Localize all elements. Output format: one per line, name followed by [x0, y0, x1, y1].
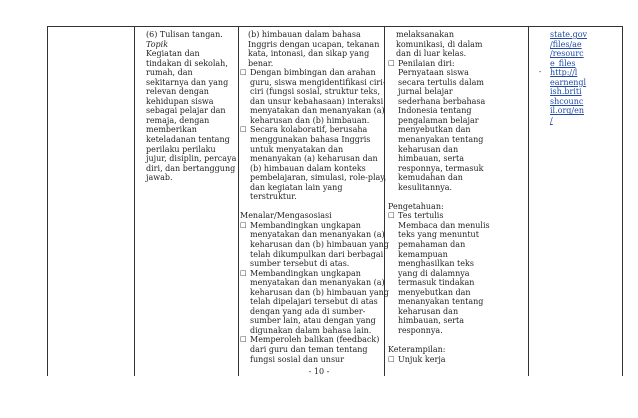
column-divider — [238, 26, 239, 376]
activity-line: keharusan dan (b) himbauan yang — [250, 287, 389, 297]
assessment-line: melaksanakan — [396, 30, 455, 39]
link-text[interactable]: earnengl — [550, 77, 587, 87]
bullet-icon: □ — [240, 125, 247, 134]
activity-line: Memperoleh balikan (feedback) — [250, 335, 380, 345]
assessment-line: himbauan, serta — [398, 154, 464, 164]
assessment-line: menghasilkan teks — [398, 259, 474, 269]
bullet-icon: □ — [240, 335, 247, 344]
assessment-label: Tes tertulis — [398, 211, 444, 221]
activity-line: terstruktur. — [250, 192, 297, 202]
activity-line: pembelajaran, simulasi, role-play, — [250, 173, 387, 183]
activity-line: menyatakan dan menanyakan (a) — [250, 278, 385, 288]
link-text[interactable]: /files/ae — [550, 39, 582, 49]
link-text[interactable]: shcounc — [550, 96, 584, 106]
assessment-line: jurnal belajar — [398, 87, 453, 97]
bullet-icon: □ — [388, 58, 395, 67]
link-text[interactable]: ish.briti — [550, 87, 582, 97]
assessment-line: Pernyataan siswa — [398, 68, 469, 78]
activity-line: menyatakan dan menanyakan (a) — [250, 106, 385, 116]
resource-link[interactable] — [539, 68, 587, 125]
activity-line: dari guru dan teman tentang — [250, 345, 368, 354]
topic-line: rumah, dan — [146, 68, 193, 78]
activity-line: digunakan dalam bahasa lain. — [250, 325, 372, 335]
assessment-line: kemampuan — [398, 249, 448, 259]
link-text[interactable]: il.org/en — [550, 106, 585, 116]
list-item — [388, 59, 490, 193]
list-item — [240, 269, 389, 336]
column-divider — [134, 26, 135, 376]
dash-marker: - — [539, 68, 542, 77]
activity-line: guru, siswa mengidentifikasi ciri- — [250, 77, 386, 87]
bullet-icon: □ — [240, 68, 247, 77]
column-divider — [528, 26, 529, 376]
assessment-line: himbauan, serta — [398, 316, 464, 326]
activity-line: Membandingkan ungkapan — [250, 220, 361, 230]
assessment-line: keharusan dan — [398, 306, 459, 316]
list-item — [240, 221, 389, 269]
assessment-line: komunikasi, di dalam — [396, 39, 483, 49]
learning-resources-column — [539, 30, 587, 125]
assessment-line: menanyakan tentang — [398, 297, 484, 307]
activity-line: kata, intonasi, dan sikap yang — [248, 49, 370, 59]
topic-line: Kegiatan dan — [146, 49, 200, 59]
assessment-line: pemahaman dan — [398, 239, 466, 249]
learning-material-column — [146, 30, 236, 183]
topic-line: jawab. — [146, 173, 173, 183]
assessment-line: yang di dalamnya — [398, 268, 470, 278]
activity-line: Dengan bimbingan dan arahan — [250, 68, 376, 78]
learning-activity-column — [240, 30, 389, 364]
assessment-line: kemudahan dan — [398, 173, 463, 183]
topic-line: memberikan — [146, 125, 197, 135]
activity-line: telah dipelajari tersebut di atas — [250, 297, 378, 307]
activity-line: Inggris dengan ucapan, tekanan — [248, 39, 380, 49]
activity-line: menyatakan dan menanyakan (a) — [250, 230, 385, 240]
topic-line: perilaku perilaku — [146, 144, 216, 154]
resource-link[interactable] — [539, 30, 587, 68]
list-item — [388, 211, 490, 335]
bullet-icon: □ — [240, 220, 247, 229]
activity-line: keharusan dan (b) himbauan yang — [250, 239, 389, 249]
bullet-icon: □ — [388, 211, 395, 220]
assessment-line: menyebutkan dan — [398, 287, 471, 297]
list-item — [240, 68, 389, 125]
topic-line: jujur, disiplin, percaya — [146, 154, 237, 164]
assessment-line: responnya. — [398, 325, 443, 335]
activity-line: fungsi sosial dan unsur — [250, 354, 345, 364]
assessment-line: sederhana berbahasa — [398, 96, 486, 106]
topic-line: sekitarnya dan yang — [146, 77, 229, 87]
activity-line: untuk menyatakan dan — [250, 144, 344, 154]
activity-line: menggunakan bahasa Inggris — [250, 135, 371, 145]
assessment-line: menyebutkan dan — [398, 125, 471, 135]
list-item — [388, 355, 490, 365]
topic-line: diri, dan bertanggung — [146, 163, 236, 173]
activity-line: ciri (fungsi sosial, struktur teks, — [250, 87, 381, 97]
bullet-icon: □ — [388, 354, 395, 363]
activity-line: (b) himbauan dalam konteks — [250, 163, 366, 173]
assessment-label: Penilaian diri: — [398, 58, 455, 68]
topic-line: sebagai pelajar dan — [146, 106, 226, 116]
topic-line: kehidupan siswa — [146, 96, 214, 106]
topic-line: keteladanan tentang — [146, 135, 230, 145]
page-number: - 10 - — [308, 367, 330, 376]
assessment-line: responnya, termasuk — [398, 163, 484, 173]
topic-line: tindakan di sekolah, — [146, 58, 228, 68]
activity-line: (b) himbauan dalam bahasa — [248, 30, 361, 39]
activity-line: dan unsur kebahasaan) interaksi — [250, 96, 384, 106]
assessment-line: teks yang menuntut — [398, 230, 479, 240]
assessment-line: kesulitannya. — [398, 182, 453, 192]
assessment-line: Indonesia tentang — [398, 106, 472, 116]
bullet-icon: □ — [240, 268, 247, 277]
assessment-label: Unjuk kerja — [398, 354, 446, 364]
list-item — [240, 125, 389, 201]
link-text[interactable]: / — [550, 115, 553, 125]
assessment-line: menanyakan tentang — [398, 135, 484, 145]
activity-line: dengan yang ada di sumber- — [250, 306, 366, 316]
link-text[interactable]: state.gov — [550, 30, 588, 39]
section-title: Pengetahuan: — [388, 201, 444, 211]
activity-line: Membandingkan ungkapan — [250, 268, 361, 278]
topic-line: remaja, dengan — [146, 115, 210, 125]
activity-line: menanyakan (a) keharusan dan — [250, 154, 378, 164]
assessment-line: keharusan dan — [398, 144, 459, 154]
link-text[interactable]: e_files — [550, 58, 576, 68]
activity-line: telah dikumpulkan dari berbagai — [250, 249, 384, 259]
assessment-line: secara tertulis dalam — [398, 77, 484, 87]
activity-line: sumber lain, atau dengan yang — [250, 316, 376, 326]
section-title: Menalar/Mengasosiasi — [240, 211, 332, 221]
activity-line: keharusan dan (b) himbauan. — [250, 115, 370, 125]
section-title: Keterampilan: — [388, 344, 446, 354]
activity-line: Secara kolaboratif, berusaha — [250, 125, 368, 135]
topic-label: Topik — [146, 39, 169, 49]
activity-line: dan kegiatan lain yang — [250, 182, 343, 192]
assessment-column — [388, 30, 490, 364]
topic-line: relevan dengan — [146, 87, 209, 97]
assessment-line: Membaca dan menulis — [398, 220, 490, 230]
link-text[interactable]: http://l — [550, 68, 578, 78]
link-text[interactable]: /resourc — [550, 49, 584, 59]
list-item — [240, 335, 389, 364]
assessment-line: dan di luar kelas. — [396, 49, 467, 59]
activity-line: benar. — [248, 58, 274, 68]
activity-line: sumber tersebut di atas. — [250, 259, 350, 269]
assessment-line: termasuk tindakan — [398, 278, 475, 288]
material-heading: (6) Tulisan tangan. — [146, 30, 223, 39]
assessment-line: pengalaman belajar — [398, 115, 479, 125]
